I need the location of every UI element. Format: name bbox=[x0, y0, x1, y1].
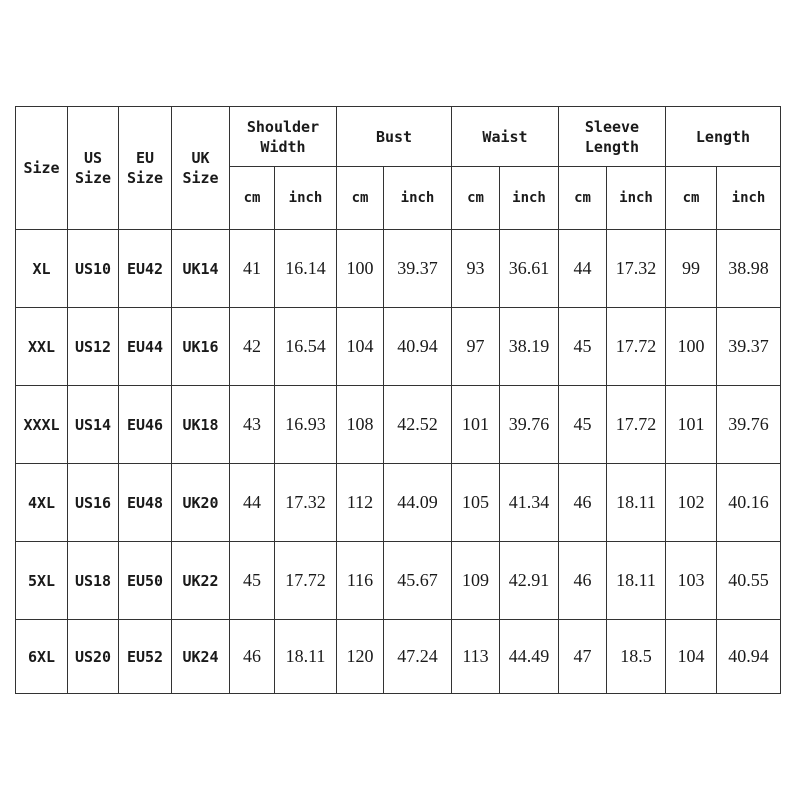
bust-inch-cell: 47.24 bbox=[384, 620, 452, 694]
length-cm-cell: 104 bbox=[666, 620, 717, 694]
bust-cm-cell: 116 bbox=[337, 542, 384, 620]
bust-inch-cell: 40.94 bbox=[384, 308, 452, 386]
us-size-cell: US16 bbox=[68, 464, 119, 542]
size-cell: 6XL bbox=[16, 620, 68, 694]
header-sleeve-length bbox=[559, 107, 666, 167]
header-shoulder-width bbox=[230, 107, 337, 167]
header-length bbox=[666, 107, 781, 167]
size-cell: XL bbox=[16, 230, 68, 308]
sleeve-cm-cell: 46 bbox=[559, 464, 607, 542]
bust-cm-cell: 104 bbox=[337, 308, 384, 386]
length-cm-cell: 99 bbox=[666, 230, 717, 308]
header-uk-line1: UK bbox=[191, 149, 210, 167]
length-cm-cell: 101 bbox=[666, 386, 717, 464]
sleeve-cm-cell: 45 bbox=[559, 308, 607, 386]
table-row bbox=[16, 620, 781, 694]
length-inch-cell: 39.76 bbox=[717, 386, 781, 464]
waist-cm-cell: 113 bbox=[452, 620, 500, 694]
header-eu-line1: EU bbox=[135, 149, 155, 167]
sleeve-cm-cell: 46 bbox=[559, 542, 607, 620]
waist-inch-cell: 38.19 bbox=[500, 308, 559, 386]
header-sleeve-line1: Sleeve bbox=[584, 117, 640, 136]
shoulder-inch-cell: 18.11 bbox=[275, 620, 337, 694]
sleeve-inch-cell: 18.11 bbox=[607, 542, 666, 620]
eu-size-cell: EU42 bbox=[119, 230, 172, 308]
us-size-cell: US20 bbox=[68, 620, 119, 694]
bust-inch-cell: 39.37 bbox=[384, 230, 452, 308]
header-eu-line2: Size bbox=[126, 169, 164, 187]
uk-size-cell: UK14 bbox=[172, 230, 230, 308]
size-chart-body bbox=[16, 107, 781, 694]
shoulder-inch-cell: 16.54 bbox=[275, 308, 337, 386]
length-inch-cell: 38.98 bbox=[717, 230, 781, 308]
unit-inch: inch bbox=[717, 167, 781, 230]
shoulder-inch-cell: 17.72 bbox=[275, 542, 337, 620]
shoulder-cm-cell: 43 bbox=[230, 386, 275, 464]
shoulder-inch-cell: 16.14 bbox=[275, 230, 337, 308]
header-shoulder-line2: Width bbox=[260, 137, 306, 156]
unit-cm: cm bbox=[666, 167, 717, 230]
header-size bbox=[16, 107, 68, 230]
header-bust bbox=[337, 107, 452, 167]
length-inch-cell: 40.16 bbox=[717, 464, 781, 542]
size-cell: 5XL bbox=[16, 542, 68, 620]
shoulder-inch-cell: 16.93 bbox=[275, 386, 337, 464]
length-cm-cell: 102 bbox=[666, 464, 717, 542]
header-us-size bbox=[68, 107, 119, 230]
eu-size-cell: EU46 bbox=[119, 386, 172, 464]
shoulder-cm-cell: 44 bbox=[230, 464, 275, 542]
header-us-line1: US bbox=[83, 149, 103, 167]
us-size-cell: US14 bbox=[68, 386, 119, 464]
header-uk-line2: Size bbox=[182, 169, 219, 187]
uk-size-cell: UK18 bbox=[172, 386, 230, 464]
sleeve-inch-cell: 18.5 bbox=[607, 620, 666, 694]
shoulder-cm-cell: 42 bbox=[230, 308, 275, 386]
unit-cm: cm bbox=[230, 167, 275, 230]
header-waist-label: Waist bbox=[482, 127, 528, 146]
shoulder-inch-cell: 17.32 bbox=[275, 464, 337, 542]
uk-size-cell: UK20 bbox=[172, 464, 230, 542]
sleeve-cm-cell: 47 bbox=[559, 620, 607, 694]
length-cm-cell: 103 bbox=[666, 542, 717, 620]
bust-cm-cell: 112 bbox=[337, 464, 384, 542]
table-row bbox=[16, 230, 781, 308]
header-us-line2: Size bbox=[74, 169, 112, 187]
header-row-main bbox=[16, 107, 781, 167]
table-row bbox=[16, 308, 781, 386]
us-size-cell: US12 bbox=[68, 308, 119, 386]
size-cell: 4XL bbox=[16, 464, 68, 542]
length-inch-cell: 39.37 bbox=[717, 308, 781, 386]
sleeve-cm-cell: 45 bbox=[559, 386, 607, 464]
unit-inch: inch bbox=[384, 167, 452, 230]
header-size-label: Size bbox=[23, 159, 60, 177]
bust-inch-cell: 45.67 bbox=[384, 542, 452, 620]
size-chart-table bbox=[15, 106, 781, 694]
bust-inch-cell: 42.52 bbox=[384, 386, 452, 464]
waist-inch-cell: 39.76 bbox=[500, 386, 559, 464]
size-cell: XXXL bbox=[16, 386, 68, 464]
table-row bbox=[16, 386, 781, 464]
eu-size-cell: EU44 bbox=[119, 308, 172, 386]
sleeve-inch-cell: 17.32 bbox=[607, 230, 666, 308]
bust-cm-cell: 100 bbox=[337, 230, 384, 308]
uk-size-cell: UK24 bbox=[172, 620, 230, 694]
uk-size-cell: UK22 bbox=[172, 542, 230, 620]
unit-inch: inch bbox=[607, 167, 666, 230]
eu-size-cell: EU52 bbox=[119, 620, 172, 694]
unit-inch: inch bbox=[500, 167, 559, 230]
waist-cm-cell: 105 bbox=[452, 464, 500, 542]
unit-inch: inch bbox=[275, 167, 337, 230]
waist-cm-cell: 97 bbox=[452, 308, 500, 386]
header-shoulder-line1: Shoulder bbox=[246, 117, 320, 136]
sleeve-inch-cell: 18.11 bbox=[607, 464, 666, 542]
unit-cm: cm bbox=[559, 167, 607, 230]
sleeve-inch-cell: 17.72 bbox=[607, 308, 666, 386]
waist-cm-cell: 101 bbox=[452, 386, 500, 464]
waist-cm-cell: 109 bbox=[452, 542, 500, 620]
length-cm-cell: 100 bbox=[666, 308, 717, 386]
sleeve-cm-cell: 44 bbox=[559, 230, 607, 308]
unit-cm: cm bbox=[452, 167, 500, 230]
size-cell: XXL bbox=[16, 308, 68, 386]
waist-inch-cell: 41.34 bbox=[500, 464, 559, 542]
unit-cm: cm bbox=[337, 167, 384, 230]
uk-size-cell: UK16 bbox=[172, 308, 230, 386]
us-size-cell: US10 bbox=[68, 230, 119, 308]
waist-cm-cell: 93 bbox=[452, 230, 500, 308]
waist-inch-cell: 42.91 bbox=[500, 542, 559, 620]
header-sleeve-line2: Length bbox=[584, 137, 640, 156]
length-inch-cell: 40.55 bbox=[717, 542, 781, 620]
eu-size-cell: EU48 bbox=[119, 464, 172, 542]
table-row bbox=[16, 542, 781, 620]
shoulder-cm-cell: 45 bbox=[230, 542, 275, 620]
header-waist bbox=[452, 107, 559, 167]
sleeve-inch-cell: 17.72 bbox=[607, 386, 666, 464]
header-bust-label: Bust bbox=[375, 127, 413, 146]
bust-cm-cell: 120 bbox=[337, 620, 384, 694]
waist-inch-cell: 36.61 bbox=[500, 230, 559, 308]
shoulder-cm-cell: 46 bbox=[230, 620, 275, 694]
waist-inch-cell: 44.49 bbox=[500, 620, 559, 694]
header-uk-size bbox=[172, 107, 230, 230]
header-length-label: Length bbox=[695, 127, 751, 146]
bust-inch-cell: 44.09 bbox=[384, 464, 452, 542]
header-eu-size bbox=[119, 107, 172, 230]
table-row bbox=[16, 464, 781, 542]
us-size-cell: US18 bbox=[68, 542, 119, 620]
bust-cm-cell: 108 bbox=[337, 386, 384, 464]
length-inch-cell: 40.94 bbox=[717, 620, 781, 694]
shoulder-cm-cell: 41 bbox=[230, 230, 275, 308]
eu-size-cell: EU50 bbox=[119, 542, 172, 620]
